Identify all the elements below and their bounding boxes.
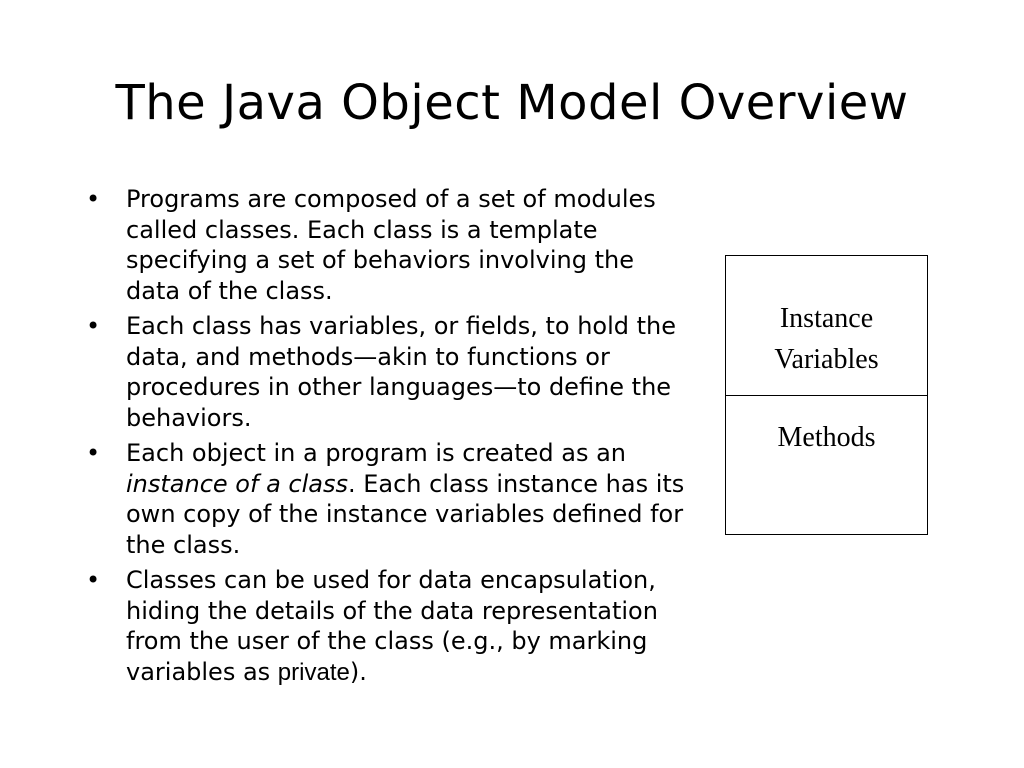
bullet-marker: • [86, 439, 101, 467]
keyword-text: private [277, 658, 350, 686]
methods-section [726, 396, 927, 458]
bullet-item-4 [86, 565, 686, 688]
class-diagram [725, 255, 928, 535]
slide-title: The Java Object Model Overview [115, 75, 909, 131]
bullet-marker: • [86, 312, 101, 340]
bullet-list [86, 184, 686, 693]
instance-variables-section [726, 256, 927, 396]
emphasis-text: instance of a class [126, 469, 348, 498]
bullet-text: Programs are composed of a set of modules called classes. Each class is a template specifying a set of behaviors involving the data of the class. [126, 185, 656, 305]
bullet-text-end: . Each class instance has its own copy of the instance variables defined for the class. [126, 469, 685, 559]
bullet-text-start: Classes can be used for data encapsulation, hiding the details of the data representation from the user of the class (e.g., by marking variables as [126, 566, 658, 686]
bullet-item-3 [86, 438, 686, 560]
bullet-text: Each class has variables, or fields, to hold the data, and methods—akin to functions or procedures in other languages—to define the behaviors. [126, 312, 677, 432]
bullet-marker: • [86, 185, 101, 213]
bullet-text-start: Each object in a program is created as an [126, 439, 627, 467]
bullet-item-1 [86, 184, 686, 306]
bullet-item-2 [86, 311, 686, 433]
bullet-text [126, 438, 686, 560]
bullet-marker: • [86, 566, 101, 594]
instance-variables-label-line1: Instance [779, 303, 874, 334]
instance-variables-label-line2: Variables [774, 344, 879, 375]
methods-label: Methods [777, 422, 876, 453]
bullet-text-end: ). [349, 657, 367, 686]
bullet-text [126, 565, 686, 688]
